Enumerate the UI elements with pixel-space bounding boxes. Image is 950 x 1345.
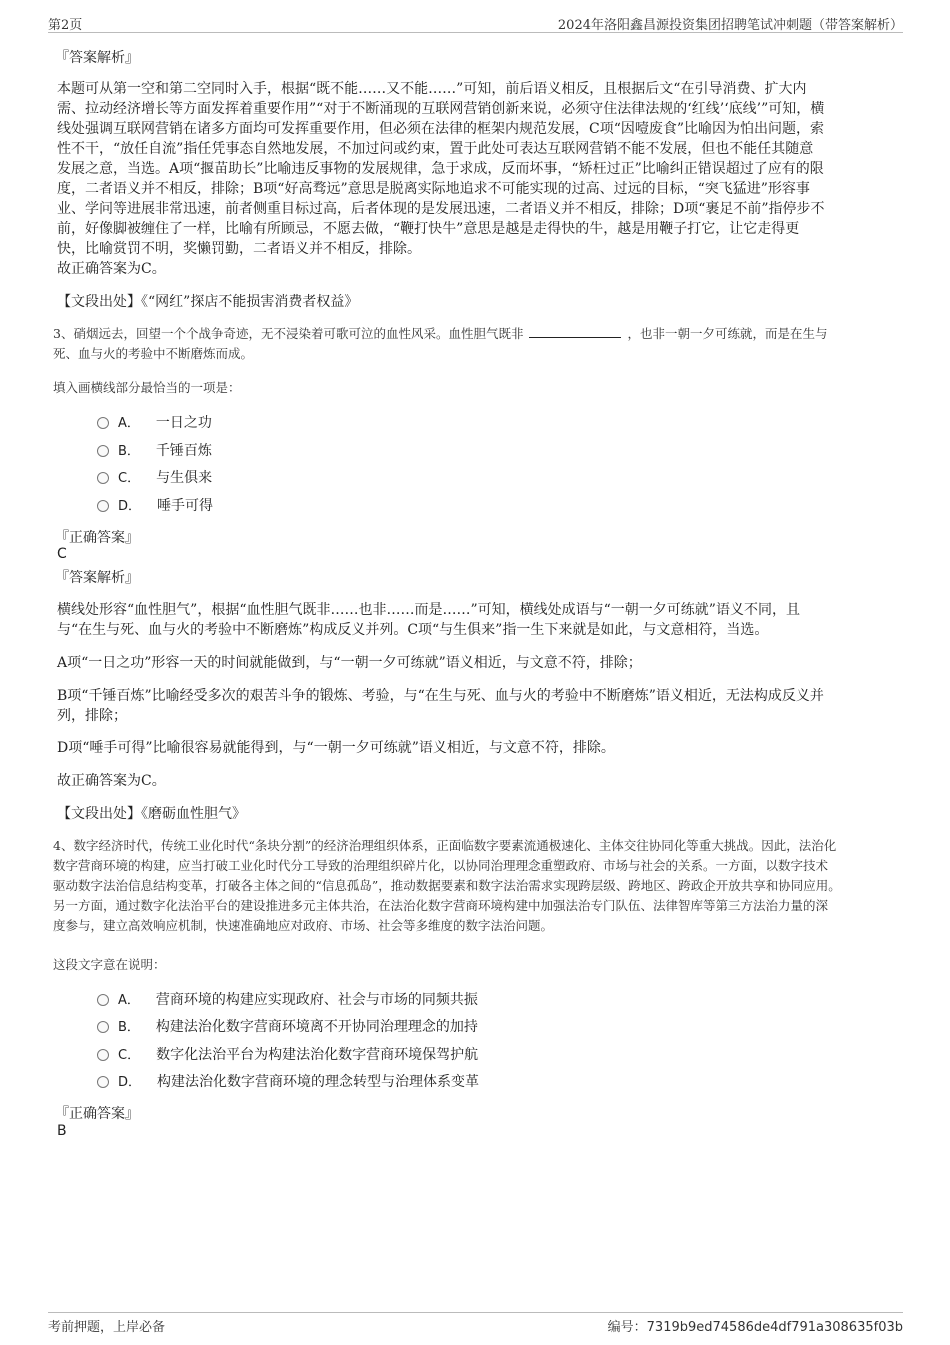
option-b[interactable]: B． 构建法治化数字营商环境离不开协同治理理念的加持 (97, 1017, 478, 1037)
page-header (48, 14, 903, 33)
analysis-paragraph: 横线处形容“血性胆气”，根据“血性胆气既非……也非……而是……”可知，横线处成语与“一朝一夕可练就”语义不同，且 与“在生与死、血与火的考验中不断磨炼”构成反义并列。C项“与生俱来”指一生下来就是如此，与文意相符，当选。 (57, 602, 800, 638)
page-footer (48, 1312, 903, 1338)
stem-part: 死、血与火的考验中不断磨炼而成。 (53, 346, 254, 361)
analysis-line: 本题可从第一空和第二空同时入手，根据“既不能……又不能……”可知，前后语义相反，且根据后文“在引导消费、扩大内 (57, 81, 807, 97)
source-citation: 【文段出处】《磨砺血性胆气》 (57, 806, 246, 822)
analysis-label: 『答案解析』 (55, 50, 139, 66)
analysis-line: 发展之意，当选。A项“揠苗助长”比喻违反事物的发展规律，急于求成，反而坏事，“矫枉过正”比喻纠正错误超过了应有的限 (57, 161, 824, 177)
analysis-line: 需、拉动经济增长等方面发挥着重要作用”“对于不断涌现的互联网营销创新来说，必须守住法律法规的‘红线’‘底线’”可知，横 (57, 101, 825, 117)
document-title: 2024年洛阳鑫昌源投资集团招聘笔试冲刺题（带答案解析） (557, 18, 903, 33)
option-c[interactable]: C． 数字化法治平台为构建法治化数字营商环境保驾护航 (97, 1045, 478, 1065)
option-a[interactable]: A． 营商环境的构建应实现政府、社会与市场的同频共振 (97, 990, 478, 1010)
analysis-line: 业、学问等进展非常迅速，前者侧重目标过高，后者体现的是发展迅速，二者语义并不相反，排除；D项“裹足不前”指停步不 (57, 201, 825, 217)
option-a[interactable]: A． 一日之功 (97, 413, 212, 433)
analysis-line: 快，比喻赏罚不明，奖懒罚勤，二者语义并不相反，排除。 (57, 241, 421, 257)
analysis-line: 线处强调互联网营销在诸多方面均可发挥重要作用，但必须在法律的框架内规范发展，C项“因噎废食”比喻因为怕出问题，索 (57, 121, 825, 137)
page-number: 第2页 (48, 18, 83, 33)
analysis-line: 度，二者语义并不相反，排除；B项“好高骛远”意思是脱离实际地追求不可能实现的过高、过远的目标，“突飞猛进”形容事 (57, 181, 810, 197)
correct-answer: C (57, 546, 67, 562)
blank-line (529, 325, 621, 338)
option-c[interactable]: C． 与生俱来 (97, 468, 212, 488)
question-prompt: 填入画横线部分最恰当的一项是： (53, 380, 241, 395)
question-4-stem: 4、数字经济时代，传统工业化时代“条块分割”的经济治理组织体系，正面临数字要素流通极速化、主体交往协同化等重大挑战。因此，法治化 数字营商环境的构建，应当打破工业化时代分工导致的治理组织碎片化，以协同治理理念重塑政府、市场与社会的关系。一方面，以数字技术 驱动数字法治信息结构变革，打破各主体之间的“信息孤岛”，推动数据要素和数字法治需求实现跨层级、跨地区、跨政企开放共享和协同应用。 另一方面，通过数字化法治平台的建设推进多元主体共治，在法治化数字营商环境构建中加强法治专门队伍、法律智库等第三方法治力量的深 度参与，建立高效响应机制，快速准确地应对政府、市场、社会等多维度的数字法治问题。 (53, 838, 841, 933)
analysis-label: 『答案解析』 (55, 570, 139, 586)
question-prompt: 这段文字意在说明： (53, 957, 166, 972)
analysis-paragraph: B项“千锤百炼”比喻经受多次的艰苦斗争的锻炼、考验，与“在生与死、血与火的考验中不断磨炼”语义相近，无法构成反义并 列，排除； (57, 688, 824, 724)
radio-icon[interactable] (97, 417, 109, 429)
analysis-paragraph: A项“一日之功”形容一天的时间就能做到，与“一朝一夕可练就”语义相近，与文意不符，排除； (57, 655, 642, 671)
analysis-paragraph: D项“唾手可得”比喻很容易就能得到，与“一朝一夕可练就”语义相近，与文意不符，排除。 (57, 740, 615, 756)
conclusion: 故正确答案为C。 (57, 261, 166, 277)
option-d[interactable]: D． 构建法治化数字营商环境的理念转型与治理体系变革 (97, 1072, 479, 1092)
answer-label: 『正确答案』 (55, 530, 139, 546)
option-d[interactable]: D． 唾手可得 (97, 496, 213, 516)
radio-icon[interactable] (97, 1049, 109, 1061)
radio-icon[interactable] (97, 472, 109, 484)
answer-label: 『正确答案』 (55, 1106, 139, 1122)
radio-icon[interactable] (97, 994, 109, 1006)
question-3-stem (53, 324, 893, 364)
document-code: 编号：7319b9ed74586de4df791a308635f03b (607, 1320, 903, 1335)
conclusion: 故正确答案为C。 (57, 773, 166, 789)
radio-icon[interactable] (97, 1076, 109, 1088)
analysis-line: 性不干，“放任自流”指任凭事态自然地发展，不加过问或约束，置于此处可表达互联网营销不能不发展，但也不能任其随意 (57, 141, 814, 157)
analysis-line: 前，好像脚被缠住了一样，比喻有所顾忌，不愿去做，“鞭打快牛”意思是越是走得快的牛，越是用鞭子打它，让它走得更 (57, 221, 800, 237)
source-citation: 【文段出处】《“网红”探店不能损害消费者权益》 (57, 294, 359, 310)
analysis-text (57, 79, 893, 259)
radio-icon[interactable] (97, 445, 109, 457)
footer-slogan: 考前押题，上岸必备 (48, 1320, 166, 1335)
radio-icon[interactable] (97, 500, 109, 512)
correct-answer: B (57, 1123, 67, 1139)
option-b[interactable]: B． 千锤百炼 (97, 441, 212, 461)
stem-part: ，也非一朝一夕可练就，而是在生与 (627, 326, 828, 341)
radio-icon[interactable] (97, 1021, 109, 1033)
stem-part: 3、硝烟远去，回望一个个战争奇迹，无不浸染着可歌可泣的血性风采。血性胆气既非 (53, 326, 524, 341)
